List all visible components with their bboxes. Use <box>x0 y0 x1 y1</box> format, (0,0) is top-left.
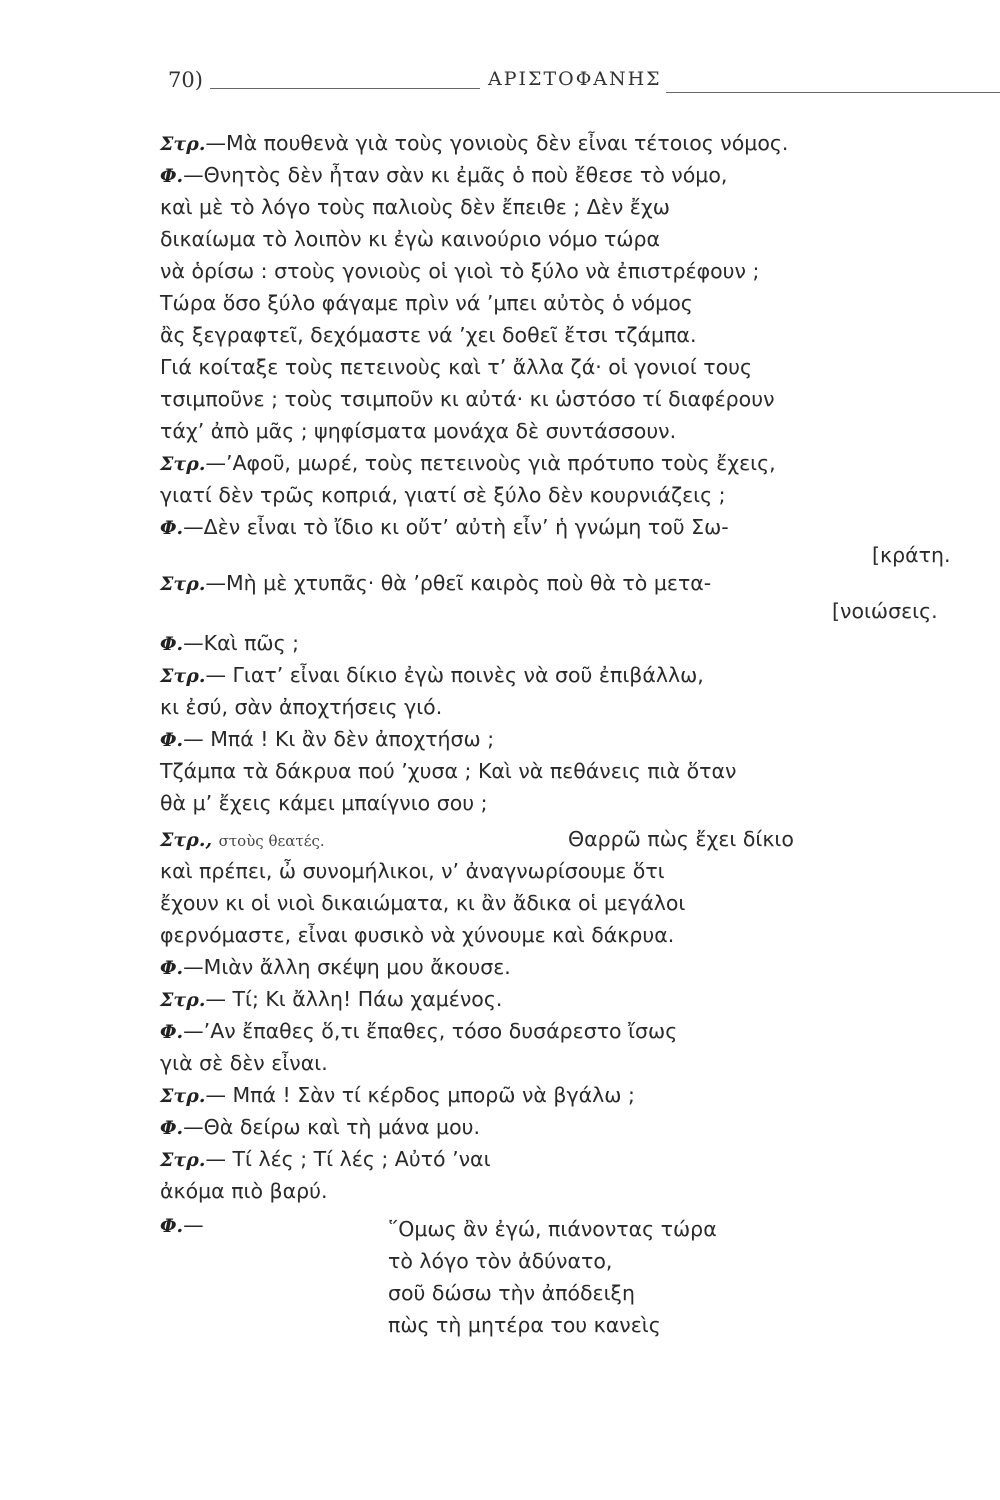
dialogue-line <box>160 418 676 444</box>
speaker-label: Στρ., <box>160 829 213 851</box>
line-text: —Δὲν εἶναι τὸ ἴδιο κι οὔτ’ αὐτὴ εἶν’ ἡ γνώμη τοῦ Σω- <box>183 515 729 539</box>
dialogue-line <box>160 322 696 348</box>
dialogue-line <box>160 922 674 948</box>
line-text: —Μὴ μὲ χτυπᾶς· θὰ ’ρθεῖ καιρὸς ποὺ θὰ τὸ μετα- <box>205 571 712 595</box>
line-text: πὼς τὴ μητέρα του κανεὶς <box>388 1313 661 1337</box>
speaker-label: Φ. <box>160 517 184 539</box>
dialogue-line <box>160 790 488 816</box>
speaker-label: Στρ. <box>160 1085 206 1107</box>
line-text: — Τί; Κι ἄλλη! Πάω χαμένος. <box>205 987 503 1011</box>
line-text: ἔχουν κι οἱ νιοὶ δικαιώματα, κι ἂν ἄδικα οἱ μεγάλοι <box>160 891 686 915</box>
line-text: θὰ μ’ ἔχεις κάμει μπαίγνιο σου ; <box>160 791 488 815</box>
line-text: ῞Ομως ἂν ἐγώ, πιάνοντας τώρα <box>388 1217 717 1241</box>
speaker-label: Φ. <box>160 1117 184 1139</box>
line-text: τὸ λόγο τὸν ἀδύνατο, <box>388 1249 613 1273</box>
speaker-label: Φ. <box>160 957 184 979</box>
line-text: — Μπά ! Κι ἂν δὲν ἀποχτήσω ; <box>183 727 495 751</box>
line-text: — Μπά ! Σὰν τί κέρδος μπορῶ νὰ βγάλω ; <box>205 1083 635 1107</box>
dialogue-line <box>160 1146 491 1173</box>
dialogue-line <box>160 1082 635 1109</box>
dialogue-line <box>160 514 729 541</box>
verse-line <box>388 1280 635 1306</box>
dialogue-line <box>160 386 775 412</box>
speaker-label: Φ. <box>160 729 184 751</box>
dialogue-line <box>160 354 752 380</box>
line-text: κι ἐσύ, σὰν ἀποχτήσεις γιό. <box>160 695 443 719</box>
line-text: τσιμποῦνε ; τοὺς τσιμποῦν κι αὐτά· κι ὡστόσο τί διαφέρουν <box>160 387 775 411</box>
line-text: Τώρα ὅσο ξύλο φάγαμε πρὶν νά ’μπει αὐτὸς ὁ νόμος <box>160 291 693 315</box>
line-text: Γιά κοίταξε τοὺς πετεινοὺς καὶ τ’ ἄλλα ζά· οἱ γονιοί τους <box>160 355 753 379</box>
dialogue-line <box>160 1178 328 1204</box>
dialogue-line <box>160 194 670 220</box>
dialogue-line <box>160 726 494 753</box>
line-text: γιατί δὲν τρῶς κοπριά, γιατί σὲ ξύλο δὲν κουρνιάζεις ; <box>160 483 726 507</box>
line-text: —’Αφοῦ, μωρέ, τοὺς πετεινοὺς γιὰ πρότυπο τοὺς ἔχεις, <box>205 451 776 475</box>
line-text: καὶ μὲ τὸ λόγο τοὺς παλιοὺς δὲν ἔπειθε ; Δὲν ἔχω <box>160 195 670 219</box>
line-text: καὶ πρέπει, ὦ συνομήλικοι, ν’ ἀναγνωρίσουμε ὅτι <box>160 859 665 883</box>
speaker-label: Στρ. <box>160 1149 206 1171</box>
line-text: Θαρρῶ πὼς ἔχει δίκιο <box>568 827 794 851</box>
dialogue-line <box>160 694 442 720</box>
dialogue-line <box>160 162 727 189</box>
dialogue-line <box>160 570 711 597</box>
dialogue-line <box>160 630 299 657</box>
speaker-label: Φ. <box>160 1021 184 1043</box>
line-text: φερνόμαστε, εἶναι φυσικὸ νὰ χύνουμε καὶ δάκρυα. <box>160 923 675 947</box>
dialogue-line <box>160 226 660 252</box>
running-header <box>160 68 950 98</box>
dialogue-line <box>160 662 704 689</box>
line-text: —Θὰ δείρω καὶ τὴ μάνα μου. <box>183 1115 480 1139</box>
speaker-label: Στρ. <box>160 989 206 1011</box>
line-text: νὰ ὁρίσω : στοὺς γονιοὺς οἱ γιοὶ τὸ ξύλο νὰ ἐπιστρέφουν ; <box>160 259 760 283</box>
dialogue-line <box>160 450 776 477</box>
speaker-label: Φ. <box>160 1215 184 1237</box>
line-text: —Μιὰν ἄλλη σκέψη μου ἄκουσε. <box>183 955 511 979</box>
stage-direction: στοὺς θεατές. <box>218 832 325 850</box>
verse-line <box>388 1312 661 1338</box>
line-text: — <box>183 1213 204 1237</box>
line-text: σοῦ δώσω τὴν ἀπόδειξη <box>388 1281 635 1305</box>
dialogue-line <box>160 1018 677 1045</box>
dialogue-line <box>160 986 502 1013</box>
header-rule-right <box>666 92 1000 93</box>
line-text: Τζάμπα τὰ δάκρυα πού ’χυσα ; Καὶ νὰ πεθάνεις πιὰ ὅταν <box>160 759 737 783</box>
line-text: —’Αν ἔπαθες ὅ,τι ἔπαθες, τόσο δυσάρεστο ἴσως <box>183 1019 678 1043</box>
verse-line <box>388 1216 717 1242</box>
dialogue-line <box>160 258 759 284</box>
speaker-label: Στρ. <box>160 133 206 155</box>
dialogue-line-continuation <box>872 542 950 568</box>
speaker-label: Φ. <box>160 633 184 655</box>
line-text: δικαίωμα τὸ λοιπὸν κι ἐγὼ καινούριο νόμο τώρα <box>160 227 661 251</box>
line-text: —Θνητὸς δὲν ἦταν σὰν κι ἐμᾶς ὁ ποὺ ἔθεσε τὸ νόμο, <box>183 163 728 187</box>
dialogue-line <box>160 1050 328 1076</box>
speaker-label: Στρ. <box>160 453 206 475</box>
dialogue-line <box>160 826 940 854</box>
page-number: 70) <box>168 68 203 92</box>
line-text: γιὰ σὲ δὲν εἶναι. <box>160 1051 328 1075</box>
line-text: τάχ’ ἀπὸ μᾶς ; ψηφίσματα μονάχα δὲ συντάσσουν. <box>160 419 677 443</box>
header-rule-left <box>210 88 480 89</box>
dialogue-line <box>160 954 511 981</box>
line-text: —Καὶ πῶς ; <box>183 631 300 655</box>
dialogue-line <box>160 1114 480 1141</box>
dialogue-line-continuation <box>832 598 938 624</box>
verse-line <box>388 1248 612 1274</box>
dialogue-line <box>160 482 726 508</box>
header-title: ΑΡΙΣΤΟΦΑΝΗΣ <box>488 68 662 90</box>
dialogue-line <box>160 290 693 316</box>
line-text: — Τί λές ; Τί λές ; Αὐτό ’ναι <box>205 1147 491 1171</box>
line-text: [νοιώσεις. <box>832 599 938 623</box>
line-text: —Μὰ πουθενὰ γιὰ τοὺς γονιοὺς δὲν εἶναι τέτοιος νόμος. <box>205 131 789 155</box>
speaker-label: Στρ. <box>160 665 206 687</box>
dialogue-line <box>160 1212 204 1239</box>
speaker-label: Στρ. <box>160 573 206 595</box>
dialogue-line <box>160 858 665 884</box>
dialogue-line <box>160 758 736 784</box>
dialogue-line <box>160 130 788 157</box>
speaker-label: Φ. <box>160 165 184 187</box>
dialogue-line <box>160 890 685 916</box>
line-text: ἂς ξεγραφτεῖ, δεχόμαστε νά ’χει δοθεῖ ἔτσι τζάμπα. <box>160 323 697 347</box>
line-text: ἀκόμα πιὸ βαρύ. <box>160 1179 328 1203</box>
line-text: [κράτη. <box>872 543 951 567</box>
line-text: — Γιατ’ εἶναι δίκιο ἐγὼ ποινὲς νὰ σοῦ ἐπιβάλλω, <box>205 663 704 687</box>
